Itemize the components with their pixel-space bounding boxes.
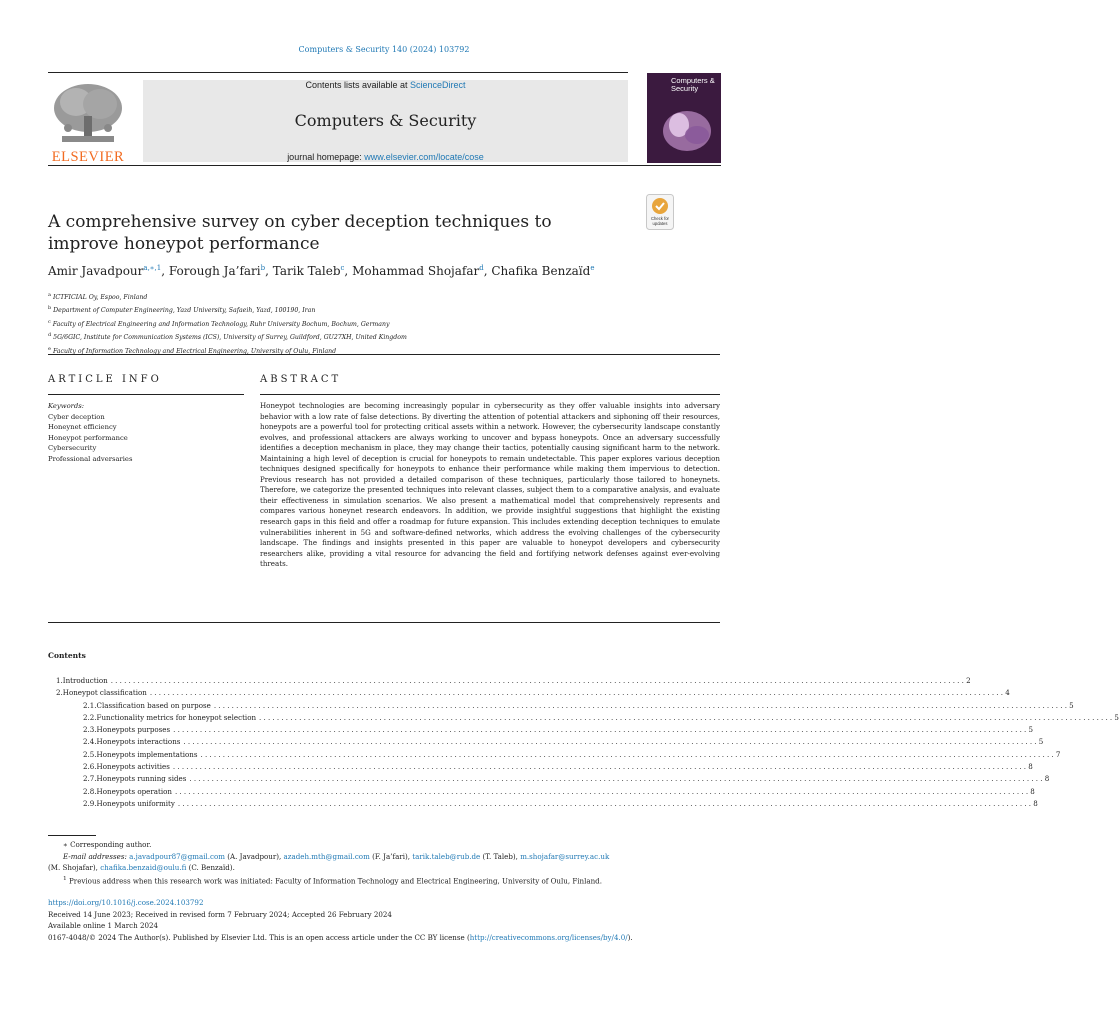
author-name: Chafika Benzaïd	[491, 264, 591, 278]
toc-entry[interactable]	[48, 774, 1050, 786]
toc-page: 8	[1028, 762, 1033, 772]
keywords-label: Keywords:	[48, 402, 85, 410]
toc-page: 5	[1114, 712, 1119, 722]
affiliation-text: Department of Computer Engineering, Yazd University, Safaeih, Yazd, 100190, Iran	[53, 307, 316, 315]
email-owner: (M. Shojafar),	[48, 863, 101, 873]
affiliation-mark: d	[48, 332, 52, 339]
masthead-bottom-rule	[48, 165, 721, 166]
affiliation-text: ICTFICIAL Oy, Espoo, Finland	[52, 294, 148, 302]
footnote-mark: 1	[63, 875, 67, 882]
toc-number: 2.9.	[83, 798, 97, 808]
toc-leader: ................................................................................................................................................................................................	[259, 712, 1115, 722]
email-owner: (F. Ja’fari),	[369, 851, 413, 861]
license-line	[48, 932, 738, 944]
email-owner: (C. Benzaïd).	[186, 863, 235, 873]
homepage-link[interactable]: www.elsevier.com/locate/cose	[364, 152, 484, 162]
toc-label[interactable]: Introduction	[62, 676, 108, 685]
cover-artwork	[657, 101, 717, 157]
contents-availability	[143, 80, 628, 90]
author-name: Amir Javadpour	[48, 264, 144, 278]
toc-number: 2.7.	[83, 774, 97, 784]
license-link[interactable]: http://creativecommons.org/licenses/by/4.0/	[469, 932, 628, 942]
email-link[interactable]: tarik.taleb@rub.de	[412, 851, 481, 861]
toc-number: 2.8.	[83, 786, 97, 796]
toc-label[interactable]: Honeypots running sides	[96, 774, 187, 784]
email-owner: (T. Taleb),	[480, 851, 521, 861]
corresponding-note	[48, 839, 728, 851]
toc-entry[interactable]	[48, 762, 1033, 774]
table-of-contents	[48, 676, 1119, 811]
toc-number: 2.6.	[83, 762, 97, 772]
toc-leader: ................................................................................................................................................................................................	[177, 798, 1034, 808]
toc-page: 8	[1033, 798, 1038, 808]
abstract-text: Honeypot technologies are becoming increasingly popular in cybersecurity as they offer valuable insights into adversary behavior with a low rate of false detections. By diverting the attention of potential attackers and siphoning off their resources, honeypots are a powerful tool for protecting critical assets within a network. However, the cybersecurity landscape constantly evolves, and professional attackers are always working to uncover and bypass honeypots. Once an adversary successfully identifies a deception mechanism in place, they may change their tactics, potentially causing significant harm to the network. Maintaining a high level of deception is crucial for honeypots to remain undetectable. This paper explores various deception techniques designed specifically for honeypots to enhance their performance while making them impervious to detection. Previous research has not provided a detailed comparison of these techniques, particularly those tailored to honeynets. Therefore, we categorize the presented techniques into relevant classes, subject them to a comparative analysis, and evaluate their effectiveness in simulation scenarios. We also present a mathematical model that comprehensively represents and compares various honeynet research endeavors. In addition, we provide insightful suggestions that highlight the existing research gaps in this field and offer a roadmap for future expansion. This includes extending deception techniques to emulate vulnerabilities inherent in 5G and software-defined networks, which address the evolving challenges of the cybersecurity landscape. The findings and insights presented in this paper are valuable to honeypot developers and cybersecurity researchers alike, providing a vital resource for advancing the field and fortifying network defenses against ever-evolving threats.	[260, 401, 720, 569]
email-link[interactable]: chafika.benzaid@oulu.fi	[100, 863, 187, 873]
author-marks[interactable]: b	[260, 264, 266, 272]
author-name: Mohammad Shojafar	[352, 264, 480, 278]
journal-reference[interactable]: Computers & Security 140 (2024) 103792	[298, 45, 470, 54]
email-line	[48, 851, 728, 863]
toc-number: 1.	[56, 676, 63, 685]
toc-entry[interactable]	[48, 749, 1061, 762]
journal-homepage	[143, 152, 628, 162]
svg-text:updates: updates	[652, 221, 668, 226]
affiliation	[48, 317, 728, 330]
toc-entry[interactable]	[48, 798, 1038, 811]
section-divider	[48, 354, 720, 355]
footnote-rule	[48, 835, 96, 836]
affiliation-text: Faculty of Information Technology and Electrical Engineering, University of Oulu, Finland	[52, 347, 337, 355]
toc-label[interactable]: Honeypots operation	[96, 786, 172, 796]
keyword: Honeypot performance	[48, 433, 128, 442]
license-text: 0167-4048/© 2024 The Author(s). Published by Elsevier Ltd. This is an open access article under the CC BY license (	[48, 932, 470, 942]
sciencedirect-link[interactable]: ScienceDirect	[410, 80, 466, 90]
toc-page: 8	[1044, 774, 1050, 784]
affiliation-mark: e	[48, 345, 51, 352]
toc-entry[interactable]	[48, 688, 1010, 700]
received-dates: Received 14 June 2023; Received in revised form 7 February 2024; Accepted 26 February 2024	[48, 909, 392, 919]
toc-label[interactable]: Honeypot classification	[62, 688, 147, 698]
affiliation	[48, 330, 728, 343]
footnotes	[48, 839, 728, 887]
abstract-bottom-rule	[48, 622, 720, 623]
email-label: E-mail addresses:	[63, 851, 127, 861]
toc-label[interactable]: Functionality metrics for honeypot selection	[96, 712, 257, 722]
toc-entry[interactable]	[48, 786, 1035, 799]
journal-cover-image[interactable]	[647, 73, 721, 163]
email-line-2	[48, 862, 728, 874]
author-marks[interactable]: c	[340, 264, 345, 272]
toc-label[interactable]: Honeypots implementations	[96, 749, 198, 759]
homepage-prefix: journal homepage:	[287, 152, 365, 162]
toc-entry[interactable]	[48, 737, 1044, 749]
toc-page: 4	[1005, 688, 1010, 698]
toc-page: 5	[1069, 700, 1074, 710]
previous-address-text: Previous address when this research work was initiated: Faculty of Information Technology and Electrical Engineering, University of Oulu, Finland.	[69, 876, 602, 886]
toc-leader: ................................................................................................................................................................................................	[149, 688, 1006, 698]
masthead-top-rule	[48, 72, 628, 73]
toc-number: 2.4.	[83, 737, 97, 747]
footnote-mark: ∗	[63, 840, 68, 849]
previous-address-note	[48, 874, 728, 887]
toc-label[interactable]: Classification based on purpose	[96, 700, 211, 710]
toc-page: 5	[1038, 737, 1044, 747]
paper-title: A comprehensive survey on cyber deception techniques to improve honeypot performance	[48, 212, 552, 254]
toc-leader: ................................................................................................................................................................................................	[173, 725, 1029, 735]
toc-number: 2.2.	[83, 712, 97, 722]
affiliation	[48, 303, 728, 316]
keyword: Cyber deception	[48, 412, 105, 421]
author-name: Tarik Taleb	[272, 264, 341, 278]
corresponding-text: Corresponding author.	[70, 840, 152, 849]
affiliation-text: 5G/6GIC, Institute for Communication Systems (ICS), University of Surrey, Guildford, GU27XH, United Kingdom	[53, 334, 407, 342]
author-marks[interactable]: e	[590, 264, 595, 272]
toc-leader: ................................................................................................................................................................................................	[174, 786, 1031, 796]
elsevier-wordmark: ELSEVIER	[51, 149, 125, 165]
toc-leader: ................................................................................................................................................................................................	[172, 762, 1029, 772]
affiliation-text: Faculty of Electrical Engineering and Information Technology, Ruhr University Bochum, Bochum, Germany	[52, 321, 390, 328]
toc-number: 2.3.	[83, 725, 97, 735]
license-suffix: ).	[627, 932, 633, 942]
affiliations	[48, 290, 728, 357]
toc-number: 2.1.	[83, 700, 97, 710]
toc-leader: ................................................................................................................................................................................................	[183, 737, 1039, 747]
keywords-block	[48, 401, 248, 464]
affiliation-mark: c	[48, 318, 51, 325]
author-marks[interactable]: a,∗,1	[143, 264, 162, 272]
toc-number: 2.	[56, 688, 63, 698]
abstract-heading: ABSTRACT	[260, 374, 342, 385]
cover-title: Computers & Security	[671, 76, 715, 93]
toc-entry[interactable]	[48, 725, 1033, 737]
journal-title: Computers & Security	[294, 111, 477, 130]
affiliation-mark: a	[48, 292, 51, 298]
doi-link[interactable]: https://doi.org/10.1016/j.cose.2024.103792	[48, 898, 204, 907]
toc-entry[interactable]	[48, 700, 1074, 713]
article-info-rule	[48, 394, 244, 395]
article-info-heading: ARTICLE INFO	[48, 374, 162, 385]
toc-page: 8	[1030, 786, 1035, 796]
toc-entry[interactable]	[48, 712, 1119, 725]
toc-leader: ................................................................................................................................................................................................	[200, 749, 1056, 759]
toc-entry[interactable]	[48, 676, 971, 688]
author-marks[interactable]: d	[479, 264, 484, 272]
email-link[interactable]: m.shojafar@surrey.ac.uk	[520, 851, 610, 861]
contents-prefix: Contents lists available at	[305, 80, 411, 90]
contents-heading: Contents	[48, 651, 86, 660]
affiliation	[48, 290, 728, 303]
toc-leader: ................................................................................................................................................................................................	[213, 700, 1070, 710]
author-name: Forough Ja’fari	[168, 264, 261, 278]
toc-number: 2.5.	[83, 749, 97, 759]
toc-label[interactable]: Honeypots activities	[96, 762, 170, 772]
keyword: Professional adversaries	[48, 454, 133, 463]
keyword: Honeynet efficiency	[48, 423, 117, 431]
toc-label[interactable]: Honeypots uniformity	[96, 798, 175, 808]
svg-text:Check for: Check for	[651, 216, 669, 221]
check-for-updates-icon[interactable]	[646, 194, 674, 230]
email-link[interactable]: a.javadpour87@gmail.com	[129, 851, 225, 861]
email-link[interactable]: azadeh.mth@gmail.com	[283, 851, 370, 861]
abstract-rule	[260, 394, 720, 395]
toc-page: 7	[1055, 749, 1061, 759]
toc-leader: ................................................................................................................................................................................................	[189, 774, 1045, 784]
available-online: Available online 1 March 2024	[48, 921, 159, 931]
author-list: Amir Javadpour$^{a,∗,1}$, Forough Ja’fari$^b$, Tarik Taleb$^c$, Mohammad Shojafar$^d$, Chafika Benzaïd$^e$	[48, 264, 595, 278]
email-owner: (A. Javadpour),	[224, 851, 284, 861]
toc-label[interactable]: Honeypots interactions	[96, 737, 181, 747]
publication-metadata	[48, 897, 738, 943]
keyword: Cybersecurity	[48, 444, 97, 452]
toc-page: 2	[966, 676, 971, 685]
affiliation	[48, 344, 728, 357]
affiliation-mark: b	[48, 305, 52, 312]
toc-page: 5	[1028, 725, 1033, 735]
toc-leader: ................................................................................................................................................................................................	[110, 676, 967, 685]
toc-label[interactable]: Honeypots purposes	[96, 725, 171, 735]
